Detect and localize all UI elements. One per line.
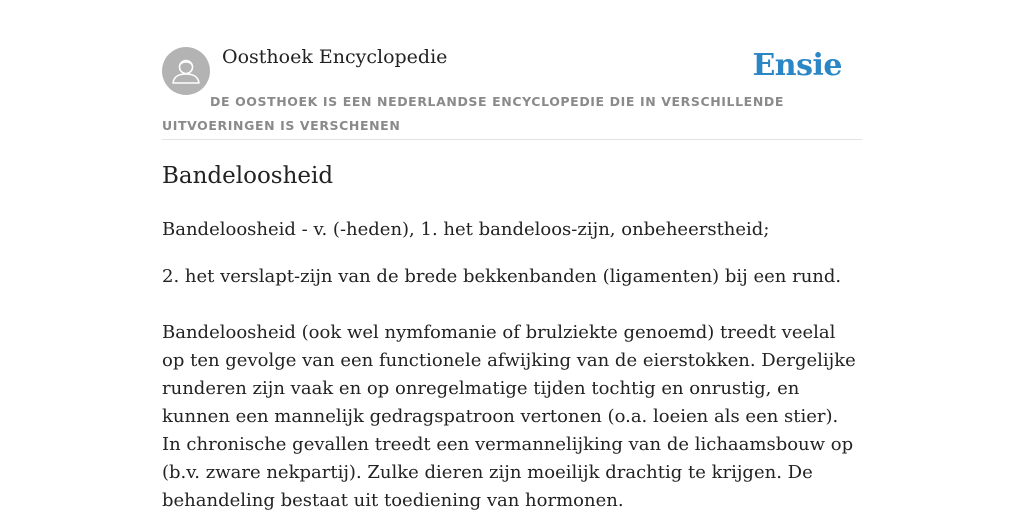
header — [162, 0, 862, 140]
article-title: Bandeloosheid — [162, 163, 334, 189]
page-container — [162, 0, 862, 511]
definition-paragraph-1: Bandeloosheid - v. (-heden), 1. het bandeloos-zijn, onbeheerstheid; — [162, 219, 770, 240]
body-paragraph: Bandeloosheid (ook wel nymfomanie of brulziekte genoemd) treedt veelal op ten gevolge van een functionele afwijking van de eierstokken. Dergelijke runderen zijn vaak en op onregelmatige tijden tochtig en onrustig, en kunnen een mannelijk gedragspatroon vertonen (o.a. loeien als een stier). In chronische gevallen treedt een vermannelijking van de lichaamsbouw op (b.v. zware nekpartij). Zulke dieren zijn moeilijk drachtig te krijgen. De behandeling bestaat uit toediening van hormonen. — [162, 322, 856, 511]
definition-paragraph-2: 2. het verslapt-zijn van de brede bekkenbanden (ligamenten) bij een rund. — [162, 266, 842, 287]
site-title[interactable]: Oosthoek Encyclopedie — [222, 46, 448, 68]
avatar[interactable] — [162, 47, 210, 95]
brand-logo[interactable]: Ensie — [752, 48, 842, 83]
site-tagline: DE OOSTHOEK IS EEN NEDERLANDSE ENCYCLOPEDIE DIE IN VERSCHILLENDE UITVOERINGEN IS VERSCHENEN — [162, 94, 784, 133]
user-icon — [162, 47, 210, 95]
